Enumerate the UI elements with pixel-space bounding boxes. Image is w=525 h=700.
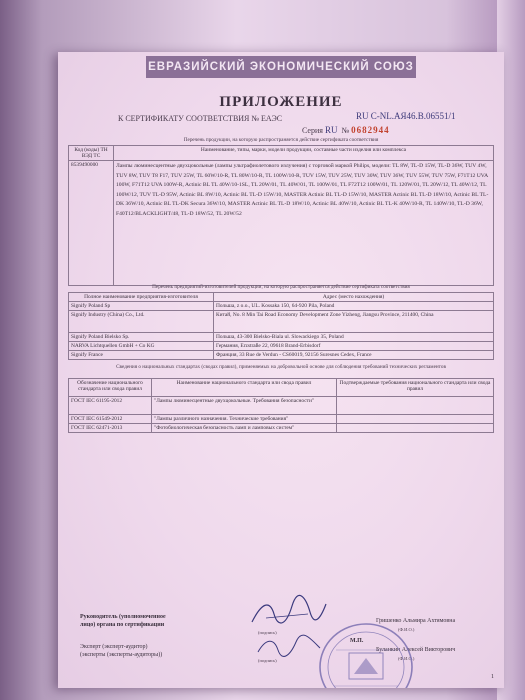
certificate-annex-sheet [58, 52, 504, 688]
products-header-name: Наименование, типы, марки, модели продукции, составные части изделия или комплекса [114, 146, 494, 161]
standards-header-designation: Обозначение национального стандарта или свода правил [69, 379, 152, 397]
standards-header-name: Наименование национального стандарта или свода правил [152, 379, 337, 397]
manufacturer-address: Польша, 43-300 Bielsko-Biala ul. Slowackiego 35, Poland [214, 333, 494, 342]
products-caption: Перечень продукции, на которую распространяется действие сертификата соответствия [183, 137, 379, 143]
page-number: 1 [491, 674, 494, 680]
expert-name: Буланкин Алексей Викторович [376, 647, 456, 653]
stamp-caption: М.П. [350, 638, 364, 644]
standard-requirements [337, 424, 494, 433]
manufacturers-table [68, 292, 494, 360]
certificate-reference [118, 114, 282, 123]
form-number: 0682944 [351, 125, 390, 135]
certification-stamp [316, 620, 416, 688]
head-label-1: Руководитель (уполномоченное [80, 614, 166, 620]
head-label-2: лицо) органа по сертификации [80, 622, 165, 628]
manufacturer-name: Signify Poland Sp [69, 302, 214, 311]
manufacturer-address: Китай, No. 8 Min Tai Road Economy Development Zone Yizheng, Jiangsu Province, 211400, China [214, 311, 494, 333]
standard-name: "Лампы различного назначения. Технические требования" [152, 415, 337, 424]
products-header-code: Код (коды) ТН ВЭД ТС [69, 146, 114, 161]
manufacturer-address: Польша, z o.o., UL. Kossaka 150, 64-920 Pila, Poland [214, 302, 494, 311]
manufacturer-address: Франция, 33 Rue de Verdun - CS60019, 92156 Suresnes Cedex, France [214, 351, 494, 360]
standard-designation: ГОСТ IEC 62471-2013 [69, 424, 152, 433]
standard-requirements [337, 415, 494, 424]
manufacturer-name: Signify Poland Bielsko Sp. [69, 333, 214, 342]
product-code: 8539490000 [69, 161, 114, 286]
expert-label-2: (эксперты (эксперты-аудиторы)) [80, 652, 163, 658]
standard-name: "Фотобиологическая безопасность ламп и ламповых систем" [152, 424, 337, 433]
manufacturers-header-name: Полное наименование предприятия-изготовителя [69, 293, 214, 302]
standard-designation: ГОСТ IEC 61195-2012 [69, 397, 152, 415]
head-name: Гришенко Альмира Ахтямовна [376, 618, 456, 624]
series-line [302, 125, 390, 135]
standard-requirements [337, 397, 494, 415]
manufacturer-name: Signify Industry (China) Co., Ltd. [69, 311, 214, 333]
product-description: Лампы люминесцентные двухцокольные (лампы ультрафиолетового излучения) с торговой маркой Philips, модели: TL 8W, TL-D 15W, TL-D 36W, TUV 4W, TUV 8W, TUV T8 F17, TUV 25W, TL 60W/10-R, TL 80W/10-R, TL 100W/10-R, TUV 15W, TUV 25W, TUV 30W, TUV 36W, TUV 55W, TUV 75W, F71T12 UVA 100W, F71T12 UVA 100W-R, Actinic BL TL 40W/10-1SL, TL 20W/01, TL 40W/01, TL 100W/01, TL F72T12 100W/01, TL 120W/01, TL 20W/12, TL 40W/12, TL 100W/12, TUV TL-D 95W, Actinic BL 8W/10, Actinic BL TL-D 15W/10, MASTER Actinic BL TL-D 15W/10, MASTER Actinic BL TL-D 18W/10, Actinic BL TL-DK 36W/10, Actinic BL TL-DK Secura 36W/10, MASTER Actinic BL TL-D 18W/10, Actinic BL 40W/10, Actinic BL TL-K 40W/10-R, TL 140W/10, TL-D 36W, F40T12/BLACKLIGHT/48, TL-D 18W/52, TL 20W/52 [114, 161, 494, 286]
standard-designation: ГОСТ IEC 61549-2012 [69, 415, 152, 424]
manufacturers-header-address: Адрес (место нахождения) [214, 293, 494, 302]
expert-fio-caption: (Ф.И.О.) [398, 656, 415, 661]
standards-header-requirements: Подтверждаемые требования национального стандарта или свода правил [337, 379, 494, 397]
manufacturer-address: Германия, Erzstraße 22, 09618 Brand-Erbisdorf [214, 342, 494, 351]
manufacturer-name: NARVA Lichtquellen GmbH + Co KG [69, 342, 214, 351]
head-sig-caption: (подпись) [258, 630, 277, 635]
number-label: № [341, 126, 350, 135]
certificate-number: RU C-NL.AЯ46.B.06551/1 [356, 111, 456, 121]
expert-signature [254, 634, 324, 660]
standards-table [68, 378, 494, 433]
expert-label-1: Эксперт (эксперт-аудитор) [80, 644, 148, 650]
standards-caption: Сведения о национальных стандартах (сводах правил), применяемых на добровольной основе для соблюдения требований технических регламентов [116, 364, 446, 370]
head-fio-caption: (Ф.И.О.) [398, 627, 415, 632]
page-title: ПРИЛОЖЕНИЕ [219, 94, 343, 110]
manufacturer-name: Signify France [69, 351, 214, 360]
expert-sig-caption: (подпись) [258, 658, 277, 663]
eaeu-banner: ЕВРАЗИЙСКИЙ ЭКОНОМИЧЕСКИЙ СОЮЗ [146, 56, 416, 78]
series-value: RU [324, 125, 338, 135]
standard-name: "Лампы люминесцентные двухцокольные. Требования безопасности" [152, 397, 337, 415]
products-table [68, 145, 494, 286]
subtitle-text: К СЕРТИФИКАТУ СООТВЕТСТВИЯ № ЕАЭС [118, 114, 283, 123]
series-label: Серия [302, 126, 323, 135]
manufacturers-caption: Перечень предприятий-изготовителей продукции, на которую распространяется действие сертификата соответствия [152, 284, 410, 290]
